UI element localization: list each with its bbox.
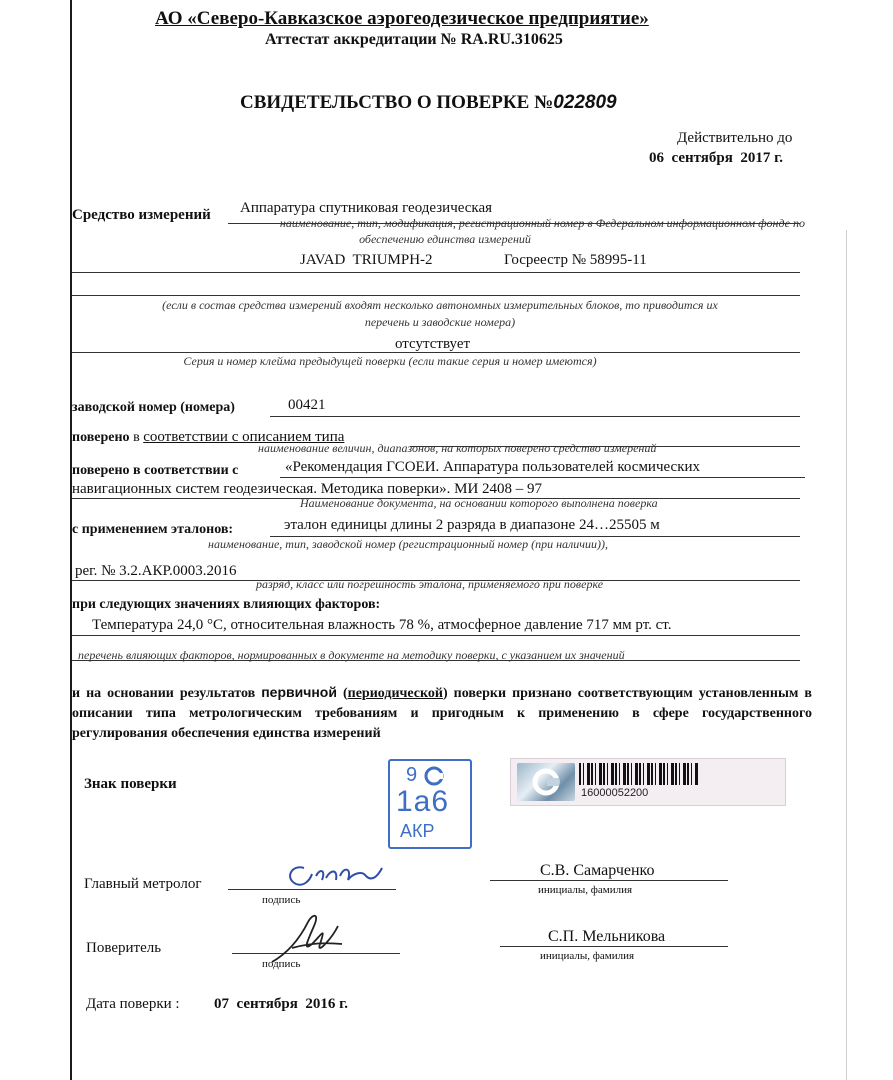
conclusion-periodic: периодической <box>347 686 443 701</box>
instrument-caption-1: наименование, тип, модификация, регистрационный номер в Федеральном информационном фонде по <box>279 216 805 230</box>
serial-line <box>270 416 800 417</box>
standards-value-1: эталон единицы длины 2 разряда в диапазоне 24…25505 м <box>284 517 660 533</box>
title-prefix: СВИДЕТЕЛЬСТВО О ПОВЕРКЕ № <box>240 92 554 113</box>
scope-caption: наименование величин, диапазонов, на которых поверено средство измерений <box>258 441 657 455</box>
serial-value: 00421 <box>288 397 326 413</box>
barcode-icon <box>579 763 699 785</box>
date-label: Дата поверки : <box>86 996 180 1012</box>
instrument-label: Средство измерений <box>72 207 211 223</box>
standards-value-2: рег. № 3.2.АКР.0003.2016 <box>75 563 237 579</box>
verifier-name: С.П. Мельникова <box>548 928 666 945</box>
instrument-value: Аппаратура спутниковая геодезическая <box>240 200 493 216</box>
verifier-signature-icon <box>262 904 362 974</box>
method-value-2: навигационных систем геодезическая. Методика поверки». МИ 2408 – 97 <box>72 481 543 497</box>
instrument-caption-2: обеспечению единства измерений <box>359 232 531 246</box>
standards-caption-1: наименование, тип, заводской номер (регистрационный номер (при наличии)), <box>208 537 608 551</box>
barcode-sticker <box>510 758 786 806</box>
stamp-mid: 1а6 <box>396 785 450 818</box>
stamp-bottom: АКР <box>400 821 435 841</box>
method-caption: Наименование документа, на основании которого выполнена поверка <box>300 496 658 510</box>
stamp-emblem-icon <box>424 766 444 786</box>
scope-label-rest: в <box>129 430 144 445</box>
blocks-value: отсутствует <box>395 336 471 352</box>
scope-value: соответствии с описанием типа <box>143 429 345 445</box>
hologram-icon <box>517 763 575 801</box>
standards-label: с применением эталонов: <box>72 522 234 537</box>
serial-label: заводской номер (номера) <box>72 400 235 415</box>
factors-line-1 <box>72 635 800 636</box>
blocks-line <box>72 352 800 353</box>
conclusion-primary: первичной <box>261 684 337 700</box>
conclusion-part-1: и на основании результатов <box>72 686 262 701</box>
instrument-model: JAVAD TRIUMPH-2 <box>300 252 433 268</box>
scan-edge-left <box>70 0 72 1080</box>
standards-caption-2: разряд, класс или погрешность эталона, применяемого при поверке <box>256 577 604 591</box>
factors-caption: перечень влияющих факторов, нормированных в документе на методику поверки, с указанием их значений <box>78 648 625 662</box>
conclusion-paren: ( <box>336 686 348 701</box>
verifier-sign-caption: подпись <box>262 958 301 970</box>
verification-stamp <box>388 759 472 849</box>
verifier-name-line <box>500 946 728 947</box>
chief-signature-icon <box>282 846 392 896</box>
chief-label: Главный метролог <box>84 876 202 892</box>
barcode-number: 16000052200 <box>581 787 649 799</box>
factors-label: при следующих значениях влияющих факторов: <box>72 597 381 612</box>
blocks-caption-3: Серия и номер клейма предыдущей поверки (если такие серия и номер имеются) <box>183 354 597 368</box>
certificate-title <box>240 92 617 114</box>
validity-date: 06 сентября 2017 г. <box>649 150 784 166</box>
mark-label: Знак поверки <box>84 776 177 792</box>
verifier-name-caption: инициалы, фамилия <box>540 950 635 962</box>
stamp-top: 9 <box>406 764 418 786</box>
date-value: 07 сентября 2016 г. <box>214 996 349 1012</box>
blocks-caption-2: перечень и заводские номера) <box>364 315 516 329</box>
chief-name-caption: инициалы, фамилия <box>538 884 633 896</box>
method-line-1 <box>280 477 805 478</box>
blank-line <box>72 295 800 296</box>
accreditation: Аттестат аккредитации № RA.RU.310625 <box>265 31 563 48</box>
certificate-number: 022809 <box>553 92 617 113</box>
scope-label-bold: поверено <box>72 430 130 445</box>
instrument-registry: Госреестр № 58995-11 <box>504 252 647 268</box>
model-line <box>72 272 800 273</box>
method-label: поверено в соответствии с <box>72 463 239 478</box>
chief-name-line <box>490 880 728 881</box>
validity-label: Действительно до <box>677 130 793 146</box>
conclusion-part-2: ) поверки признано соответствующим установленным в описании типа метрологическим требованиям и пригодным к применению в сфере государственного регулирования обеспечения единства измерений <box>72 686 812 741</box>
organization-name: АО «Северо-Кавказское аэрогеодезическое предприятие» <box>155 8 649 29</box>
factors-value: Температура 24,0 °С, относительная влажность 78 %, атмосферное давление 717 мм рт. ст. <box>92 617 672 633</box>
blocks-caption-1: (если в состав средства измерений входят несколько автономных измерительных блоков, то приводится их <box>162 298 718 312</box>
scan-edge-right <box>846 230 847 1080</box>
method-value-1: «Рекомендация ГСОЕИ. Аппаратура пользователей космических <box>285 459 701 475</box>
conclusion <box>72 682 812 744</box>
chief-name: С.В. Самарченко <box>540 862 655 879</box>
verifier-label: Поверитель <box>86 940 162 956</box>
chief-sign-caption: подпись <box>262 894 301 906</box>
